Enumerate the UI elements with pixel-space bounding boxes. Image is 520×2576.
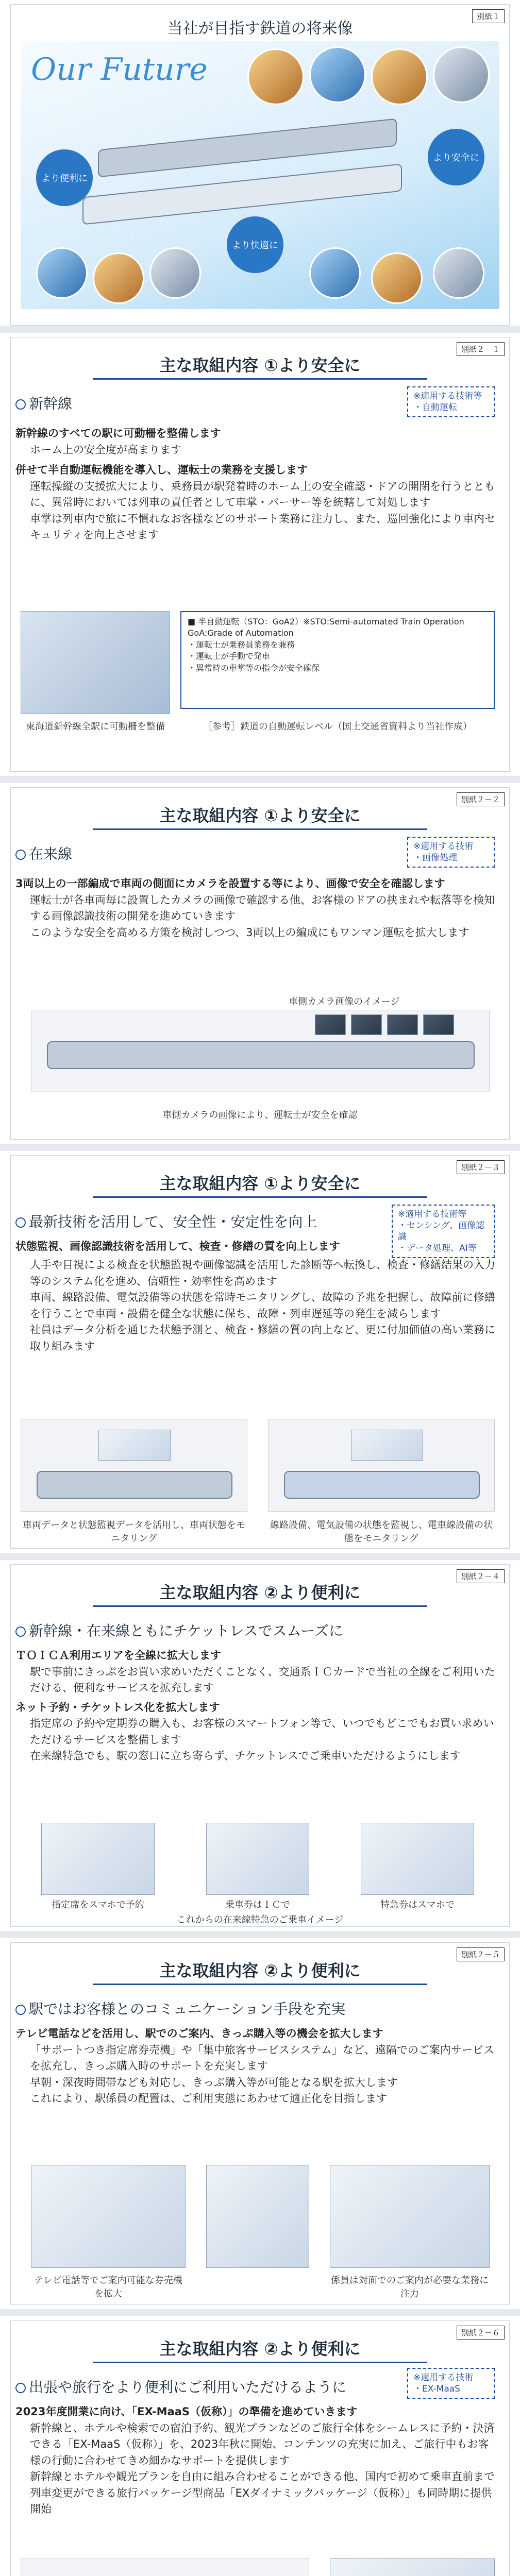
bullet-item: 人手や目視による検査を状態監視や画像認識を活用した診断等へ転換し、検査・修繕結果の入力等のシステム化を進め、信頼性・効率性を高めます <box>30 1259 495 1287</box>
section-title: 主な取組内容 ②より便利に <box>159 2339 361 2359</box>
section-convenience-station <box>0 1938 520 2309</box>
smartphone-reservation-illustration <box>41 1823 155 1895</box>
bullet-item: 在来線特急でも、駅の窓口に立ち寄らず、チケットレスでご乗車いただけるようにします <box>30 1750 461 1762</box>
hero-circle-photo <box>149 247 201 299</box>
camera-frame <box>387 1014 418 1035</box>
camera-frame <box>423 1014 454 1035</box>
goa-info-line: ・異常時の車掌等の指令が安全確保 <box>188 663 320 673</box>
staff-illustration <box>206 2165 309 2268</box>
section-category: 在来線 <box>15 843 72 863</box>
data-analysis-icon <box>351 1430 423 1461</box>
bullet-item: 車掌は列車内で旅に不慣れなお客様などのサポート業務に注力し、また、巡回強化により車内セキュリティを向上させます <box>30 512 495 541</box>
bullet-heading: テレビ電話などを活用し、駅でのご案内、きっぷ購入等の機会を拡大します <box>15 2027 383 2040</box>
ic-gate-illustration <box>206 1823 309 1895</box>
section-title: 主な取組内容 ②より便利に <box>159 1583 361 1602</box>
hero-circle-photo <box>371 48 428 105</box>
bullet-list <box>15 2026 499 2107</box>
hero-circle-photo <box>309 46 366 103</box>
bullet-item: 新幹線とホテルや観光プランを自由に組み合わせることができる他、国内で初めて乗車直前まで列車変更ができる旅行パッケージ型商品「EXダイナミックパッケージ（仮称）」も同時期に提供開始 <box>30 2470 495 2515</box>
tech-note: ※適用する技術等 ・自動運転 <box>407 386 495 417</box>
bullet-heading: 状態監視、画像認識技術を活用して、検査・修繕の質を向上します <box>15 1240 340 1252</box>
hero-circle-photo <box>309 247 361 299</box>
hero-badge-convenient: より便利に <box>36 149 93 206</box>
section-category: 新幹線 <box>15 393 72 413</box>
hero-big-word: Our Future <box>31 52 208 88</box>
section-category: 新幹線・在来線ともにチケットレスでスムーズに <box>15 1620 343 1640</box>
section-category: 出張や旅行をより便利にご利用いただけるように <box>15 2376 346 2397</box>
caption-left: テレビ電話等でご案内可能な券売機を拡大 <box>34 2275 182 2299</box>
bullet-list <box>15 426 499 544</box>
section-tag: 別紙２－４ <box>457 1569 505 1583</box>
diagram-caption-left: 車両データと状態監視データを活用し、車両状態をモニタリング <box>23 1520 245 1544</box>
bullet-item: 「サポートつき指定席券売機」や「集中旅客サービスシステム」など、遠隔でのご案内サービスを拡充し、きっぷ購入時のサポートを充実します <box>30 2043 494 2072</box>
hero-circle-photo <box>371 252 423 304</box>
section-title: 主な取組内容 ①より安全に <box>159 355 361 375</box>
caption-express: 特急券はスマホで <box>380 1900 455 1910</box>
photo-caption: 東海道新幹線全駅に可動柵を整備 <box>26 721 165 732</box>
camera-frame <box>351 1014 382 1035</box>
bullet-heading: 2023年度開業に向け、「EX-MaaS（仮称）」の準備を進めていきます <box>15 2405 358 2418</box>
bullet-heading: ＴＯＩＣＡ利用エリアを全線に拡大します <box>15 1649 221 1662</box>
train-illustration <box>284 1471 480 1499</box>
track-monitoring-diagram <box>268 1419 495 1512</box>
section-category: 最新技術を活用して、安全性・安定性を向上 <box>15 1211 317 1231</box>
bullet-item: ホーム上の安全度が高まります <box>30 443 181 456</box>
hero-circle-photo <box>247 48 304 105</box>
tech-note: ※適用する技術 ・EX-MaaS <box>407 2368 495 2399</box>
section-tag: 別紙２－６ <box>457 2326 505 2340</box>
hero-title: 当社が目指す鉄道の将来像 <box>167 20 353 38</box>
bullet-item: 新幹線と、ホテルや検索での宿泊予約、観光プランなどのご旅行全体をシームレスに予約・決済できる「EX-MaaS（仮称）」を、2023年秋に開始、コンテンツの充実に加え、ご旅行中もお客様の行動に合わせてきめ細かなサポートを提供します <box>30 2421 495 2467</box>
hero-circle-photo <box>36 247 88 299</box>
tech-note: ※適用する技術等 ・センシング、画像認識 ・データ処理、AI等 <box>392 1205 495 1258</box>
bullet-list <box>15 1648 499 1765</box>
goa-info-box <box>180 611 495 709</box>
bullet-item: このような安全を高める方策を検討しつつ、3両以上の編成にもワンマン運転を拡大します <box>30 926 469 939</box>
tech-note: ※適用する技術 ・画像処理 <box>407 837 495 868</box>
bullet-heading: ネット予約・チケットレス化を拡大します <box>15 1701 220 1714</box>
section-title: 主な取組内容 ①より安全に <box>159 806 361 825</box>
diagram-caption-right: 線路設備、電気設備の状態を監視し、電車線設備の状態をモニタリング <box>270 1520 493 1544</box>
section-category: 駅ではお客様とのコミュニケーション手段を充実 <box>15 1998 345 2019</box>
vehicle-monitoring-diagram <box>21 1419 247 1512</box>
side-camera-diagram <box>31 1010 490 1092</box>
section-safety-shinkansen <box>0 333 520 776</box>
section-caption: これからの在来線特急のご乗車イメージ <box>176 1914 344 1925</box>
caption-ic: 乗車券はＩＣで <box>225 1900 290 1910</box>
section-safety-tech <box>0 1151 520 1553</box>
goa-info-line: ・運転士が手動で発車 <box>188 651 271 662</box>
section-convenience-ticketless <box>0 1560 520 1931</box>
hero-illustration <box>21 41 499 309</box>
section-title: 主な取組内容 ①より安全に <box>159 1174 361 1193</box>
bullet-list <box>15 1257 499 1354</box>
bullet-list <box>15 2404 499 2518</box>
hero-section <box>0 0 520 330</box>
smartphone-ticket-illustration <box>361 1823 474 1895</box>
bullet-item: 車両、線路設備、電気設備等の状態を常時モニタリングし、故障の予兆を把握し、故障前に修繕を行うことで車両・設備を健全な状態に保ち、故障・列車遅延等の発生を減らします <box>30 1291 495 1320</box>
bullet-item: 運転士が各車両毎に設置したカメラの画像で確認する他、お客様のドアの挟まれや転落等を検知する画像認識技術の開発を進めていきます <box>30 893 495 922</box>
hero-badge-comfortable: より快適に <box>227 216 283 273</box>
section-safety-conventional <box>0 783 520 1144</box>
hero-circle-photo <box>93 252 144 304</box>
section-tag: 別紙２－１ <box>457 342 505 356</box>
section-tag: 別紙２－２ <box>457 792 505 806</box>
bullet-item: 早朝・深夜時間帯なども対応し、きっぷ購入等が可能となる駅を拡大します <box>30 2076 398 2089</box>
tv-phone-illustration <box>31 2165 186 2268</box>
bullet-list <box>15 876 499 941</box>
platform-door-photo <box>21 611 170 714</box>
data-analysis-icon <box>98 1430 171 1461</box>
bullet-heading: 新幹線のすべての駅に可動柵を整備します <box>15 427 221 439</box>
caption-right: 係員は対面でのご案内が必要な業務に注力 <box>331 2275 489 2299</box>
face-to-face-illustration <box>330 2165 490 2268</box>
train-illustration <box>37 1471 232 1499</box>
section-convenience-maas <box>0 2316 520 2576</box>
goa-caption: ［参考］鉄道の自動運転レベル（国土交通省資料より当社作成） <box>203 721 472 732</box>
goa-info-line: ■ 半自動運転（STO：GoA2）※STO:Semi-automated Train Operation GoA:Grade of Automation <box>188 617 464 638</box>
hero-circle-photo <box>433 247 484 299</box>
bullet-heading: 併せて半自動運転機能を導入し、運転士の業務を支援します <box>15 464 308 476</box>
dynamic-package-illustration <box>330 2558 495 2576</box>
hero-badge-safe: より安全に <box>428 129 484 185</box>
section-tag: 別紙２－３ <box>457 1160 505 1174</box>
camera-frame <box>315 1014 346 1035</box>
bullet-item: これにより、駅係員の配置は、ご利用実態にあわせて適正化を目指します <box>30 2092 387 2105</box>
maas-diagram <box>21 2558 309 2576</box>
bullet-item: 指定席の予約や定期券の購入も、お客様のスマートフォン等で、いつでもどこでもお買い求めいただけるサービスを整備します <box>30 1717 494 1746</box>
hero-circle-photo <box>433 46 490 103</box>
section-title: 主な取組内容 ②より便利に <box>159 1961 361 1980</box>
train-illustration <box>47 1041 475 1069</box>
section-tag: 別紙２－５ <box>457 1947 505 1961</box>
bullet-heading: 3両以上の一部編成で車両の側面にカメラを設置する等により、画像で安全を確認します <box>15 877 445 890</box>
bullet-item: 駅で事前にきっぷをお買い求めいただくことなく、交通系ＩＣカードで当社の全線をご利用いただける、便利なサービスを拡充します <box>30 1665 495 1694</box>
bullet-list <box>15 1239 386 1255</box>
goa-info-line: ・運転士が乗務員業務を兼務 <box>188 639 295 650</box>
bullet-item: 社員はデータ分析を通じた状態予測と、検査・修繕の質の向上など、更に付加価値の高い業務に取り組みます <box>30 1324 495 1352</box>
section-caption: 車側カメラの画像により、運転士が安全を確認 <box>162 1110 358 1121</box>
diagram-label: 車側カメラ画像のイメージ <box>289 996 400 1007</box>
caption-reserve: 指定席をスマホで予約 <box>52 1900 144 1910</box>
hero-tag: 別紙１ <box>472 9 505 23</box>
bullet-item: 運転操縦の支援拡大により、乗務員が駅発着時のホーム上の安全確認・ドアの開閉を行うとともに、異常時においては列車の責任者として車掌・パーサー等を統轄して対処します <box>30 480 495 509</box>
